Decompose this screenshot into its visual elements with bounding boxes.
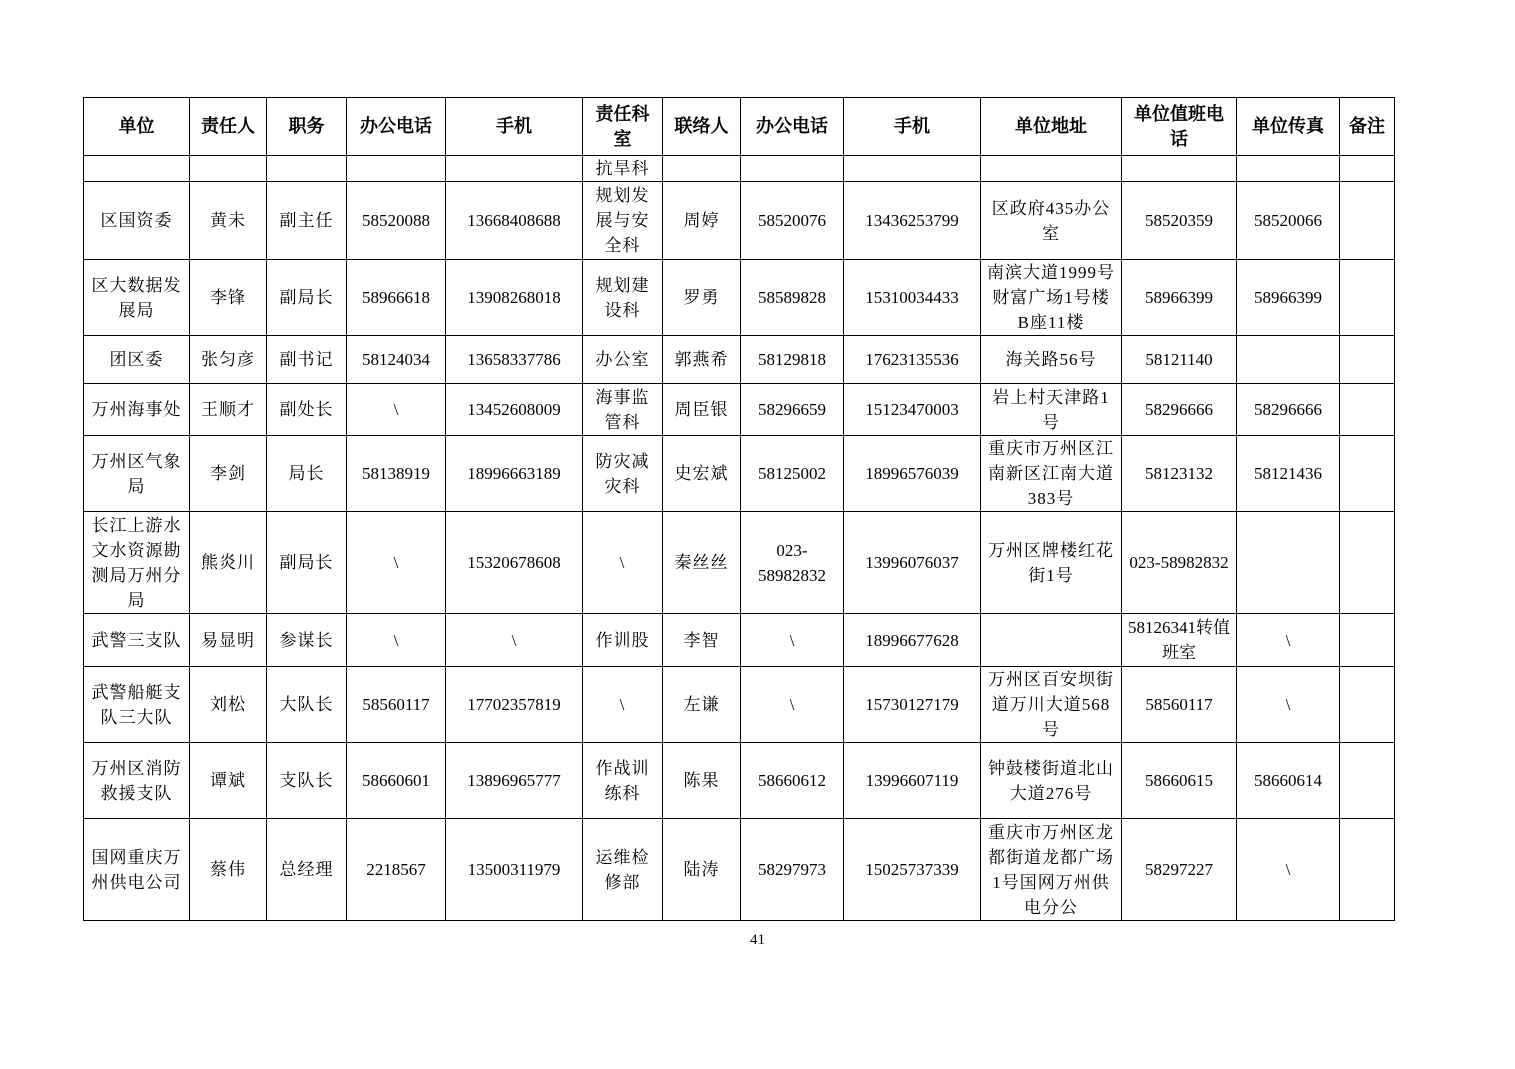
table-cell: 秦丝丝 — [663, 512, 741, 614]
table-cell: \ — [347, 384, 446, 436]
page-number: 41 — [750, 932, 765, 948]
table-cell: \ — [446, 614, 583, 667]
table-cell: 郭燕希 — [663, 336, 741, 384]
table-cell: 张匀彦 — [190, 336, 267, 384]
table-cell — [663, 156, 741, 182]
table-cell — [190, 156, 267, 182]
table-cell: 副书记 — [267, 336, 347, 384]
table-cell: 李剑 — [190, 436, 267, 512]
table-cell: \ — [1237, 614, 1340, 667]
table-cell: 蔡伟 — [190, 819, 267, 921]
table-cell: 重庆市万州区江南新区江南大道383号 — [981, 436, 1122, 512]
table-cell: 17623135536 — [844, 336, 981, 384]
table-cell: 副主任 — [267, 182, 347, 260]
table-cell: 58125002 — [741, 436, 844, 512]
table-cell — [981, 156, 1122, 182]
table-cell — [981, 614, 1122, 667]
header-liaison: 联络人 — [663, 98, 741, 156]
table-cell: \ — [741, 667, 844, 743]
table-cell: 区大数据发展局 — [84, 260, 190, 336]
table-cell: 58296666 — [1237, 384, 1340, 436]
table-cell: 58520066 — [1237, 182, 1340, 260]
header-remarks: 备注 — [1340, 98, 1395, 156]
table-cell: 陈果 — [663, 743, 741, 819]
table-cell: 大队长 — [267, 667, 347, 743]
table-cell: 58966399 — [1122, 260, 1237, 336]
table-cell — [1237, 512, 1340, 614]
table-cell — [267, 156, 347, 182]
table-cell: 58520088 — [347, 182, 446, 260]
table-cell: 58297973 — [741, 819, 844, 921]
table-cell: 李锋 — [190, 260, 267, 336]
contact-table — [83, 97, 1395, 921]
table-cell: 规划建设科 — [583, 260, 663, 336]
table-cell: 58560117 — [347, 667, 446, 743]
header-office-phone: 办公电话 — [347, 98, 446, 156]
header-address: 单位地址 — [981, 98, 1122, 156]
table-cell: 58129818 — [741, 336, 844, 384]
table-row — [84, 667, 1395, 743]
table-cell: 谭斌 — [190, 743, 267, 819]
table-cell: 58560117 — [1122, 667, 1237, 743]
table-cell: \ — [347, 512, 446, 614]
table-row — [84, 384, 1395, 436]
table-cell: 南滨大道1999号财富广场1号楼B座11楼 — [981, 260, 1122, 336]
table-cell: 武警三支队 — [84, 614, 190, 667]
header-liaison-office-phone: 办公电话 — [741, 98, 844, 156]
table-cell — [1237, 336, 1340, 384]
table-cell: 钟鼓楼街道北山大道276号 — [981, 743, 1122, 819]
table-cell: 13668408688 — [446, 182, 583, 260]
table-cell: 58520359 — [1122, 182, 1237, 260]
table-cell: 陆涛 — [663, 819, 741, 921]
table-cell: 58660614 — [1237, 743, 1340, 819]
table-cell: 武警船艇支队三大队 — [84, 667, 190, 743]
table-cell: 58138919 — [347, 436, 446, 512]
table-cell: 58296666 — [1122, 384, 1237, 436]
table-cell: 万州区消防救援支队 — [84, 743, 190, 819]
table-row — [84, 743, 1395, 819]
table-cell: 作训股 — [583, 614, 663, 667]
table-cell — [1340, 260, 1395, 336]
table-cell: 万州区牌楼红花街1号 — [981, 512, 1122, 614]
table-cell: 15310034433 — [844, 260, 981, 336]
table-cell — [1340, 156, 1395, 182]
table-cell — [1340, 436, 1395, 512]
table-cell: 15730127179 — [844, 667, 981, 743]
table-cell: 58589828 — [741, 260, 844, 336]
table-cell: 023-58982832 — [741, 512, 844, 614]
table-cell: \ — [1237, 819, 1340, 921]
table-row — [84, 512, 1395, 614]
table-cell: 58297227 — [1122, 819, 1237, 921]
table-cell: 17702357819 — [446, 667, 583, 743]
header-responsible-department: 责任科室 — [583, 98, 663, 156]
table-cell: 18996576039 — [844, 436, 981, 512]
table-cell — [1340, 743, 1395, 819]
table-cell: 王顺才 — [190, 384, 267, 436]
table-row — [84, 182, 1395, 260]
table-cell: 副局长 — [267, 260, 347, 336]
table-cell — [741, 156, 844, 182]
table-cell: 刘松 — [190, 667, 267, 743]
table-cell: 15025737339 — [844, 819, 981, 921]
table-row — [84, 156, 1395, 182]
table-row — [84, 614, 1395, 667]
table-cell: 总经理 — [267, 819, 347, 921]
table-cell: 副处长 — [267, 384, 347, 436]
table-cell: 13500311979 — [446, 819, 583, 921]
table-cell — [1237, 156, 1340, 182]
header-duty-phone: 单位值班电话 — [1122, 98, 1237, 156]
table-cell — [1340, 384, 1395, 436]
table-cell — [1340, 667, 1395, 743]
table-cell: 局长 — [267, 436, 347, 512]
table-cell: 58660601 — [347, 743, 446, 819]
table-cell: 15320678608 — [446, 512, 583, 614]
table-cell: 运维检修部 — [583, 819, 663, 921]
table-row — [84, 336, 1395, 384]
table-cell: 13896965777 — [446, 743, 583, 819]
table-cell — [1340, 182, 1395, 260]
table-cell — [446, 156, 583, 182]
table-cell: 熊炎川 — [190, 512, 267, 614]
table-cell — [844, 156, 981, 182]
table-cell: \ — [741, 614, 844, 667]
table-cell — [1340, 336, 1395, 384]
table-cell: 万州区气象局 — [84, 436, 190, 512]
table-cell: 18996677628 — [844, 614, 981, 667]
table-row — [84, 819, 1395, 921]
header-position: 职务 — [267, 98, 347, 156]
header-fax: 单位传真 — [1237, 98, 1340, 156]
table-cell — [84, 156, 190, 182]
table-cell — [1122, 156, 1237, 182]
table-cell: 岩上村天津路1号 — [981, 384, 1122, 436]
table-cell: 海事监管科 — [583, 384, 663, 436]
table-cell: 防灾减灾科 — [583, 436, 663, 512]
table-cell — [1340, 614, 1395, 667]
table-cell: 区政府435办公室 — [981, 182, 1122, 260]
table-cell: 023-58982832 — [1122, 512, 1237, 614]
table-cell: 周臣银 — [663, 384, 741, 436]
table-cell: 作战训练科 — [583, 743, 663, 819]
table-cell: 参谋长 — [267, 614, 347, 667]
table-cell: 15123470003 — [844, 384, 981, 436]
table-cell: 罗勇 — [663, 260, 741, 336]
table-cell: 国网重庆万州供电公司 — [84, 819, 190, 921]
table-cell: 左谦 — [663, 667, 741, 743]
table-cell: 团区委 — [84, 336, 190, 384]
table-body — [84, 156, 1395, 921]
table-cell: 李智 — [663, 614, 741, 667]
table-cell: 58660615 — [1122, 743, 1237, 819]
table-cell: \ — [583, 512, 663, 614]
table-cell: \ — [347, 614, 446, 667]
table-cell: 58660612 — [741, 743, 844, 819]
table-cell: 58520076 — [741, 182, 844, 260]
table-cell: 13658337786 — [446, 336, 583, 384]
table-cell — [1340, 819, 1395, 921]
table-cell: 易显明 — [190, 614, 267, 667]
table-cell: 黄未 — [190, 182, 267, 260]
table-cell: 副局长 — [267, 512, 347, 614]
table-cell: 重庆市万州区龙都街道龙都广场1号国网万州供电分公 — [981, 819, 1122, 921]
header-row — [84, 98, 1395, 156]
table-cell: 13908268018 — [446, 260, 583, 336]
header-responsible-person: 责任人 — [190, 98, 267, 156]
table-cell: 办公室 — [583, 336, 663, 384]
table-cell: 58296659 — [741, 384, 844, 436]
table-cell: 13436253799 — [844, 182, 981, 260]
table-cell — [347, 156, 446, 182]
table-cell: 13996607119 — [844, 743, 981, 819]
table-cell: 58121436 — [1237, 436, 1340, 512]
header-liaison-mobile: 手机 — [844, 98, 981, 156]
table-cell: 区国资委 — [84, 182, 190, 260]
table-cell: 58121140 — [1122, 336, 1237, 384]
table-cell: 58966618 — [347, 260, 446, 336]
table-cell: 58123132 — [1122, 436, 1237, 512]
table-cell: 13452608009 — [446, 384, 583, 436]
table-cell: 史宏斌 — [663, 436, 741, 512]
table-cell: 58126341转值班室 — [1122, 614, 1237, 667]
table-cell: 58124034 — [347, 336, 446, 384]
header-mobile: 手机 — [446, 98, 583, 156]
table-row — [84, 436, 1395, 512]
table-cell: 抗旱科 — [583, 156, 663, 182]
table-cell: 万州区百安坝街道万川大道568号 — [981, 667, 1122, 743]
table-cell: 58966399 — [1237, 260, 1340, 336]
table-cell: 海关路56号 — [981, 336, 1122, 384]
table-row — [84, 260, 1395, 336]
table-cell: 周婷 — [663, 182, 741, 260]
table-cell: 2218567 — [347, 819, 446, 921]
table-cell: 规划发展与安全科 — [583, 182, 663, 260]
table-cell: \ — [583, 667, 663, 743]
table-cell: 长江上游水文水资源勘测局万州分局 — [84, 512, 190, 614]
table-cell: 万州海事处 — [84, 384, 190, 436]
header-unit: 单位 — [84, 98, 190, 156]
table-cell — [1340, 512, 1395, 614]
table-cell: 支队长 — [267, 743, 347, 819]
table-cell: 13996076037 — [844, 512, 981, 614]
table-cell: \ — [1237, 667, 1340, 743]
table-cell: 18996663189 — [446, 436, 583, 512]
